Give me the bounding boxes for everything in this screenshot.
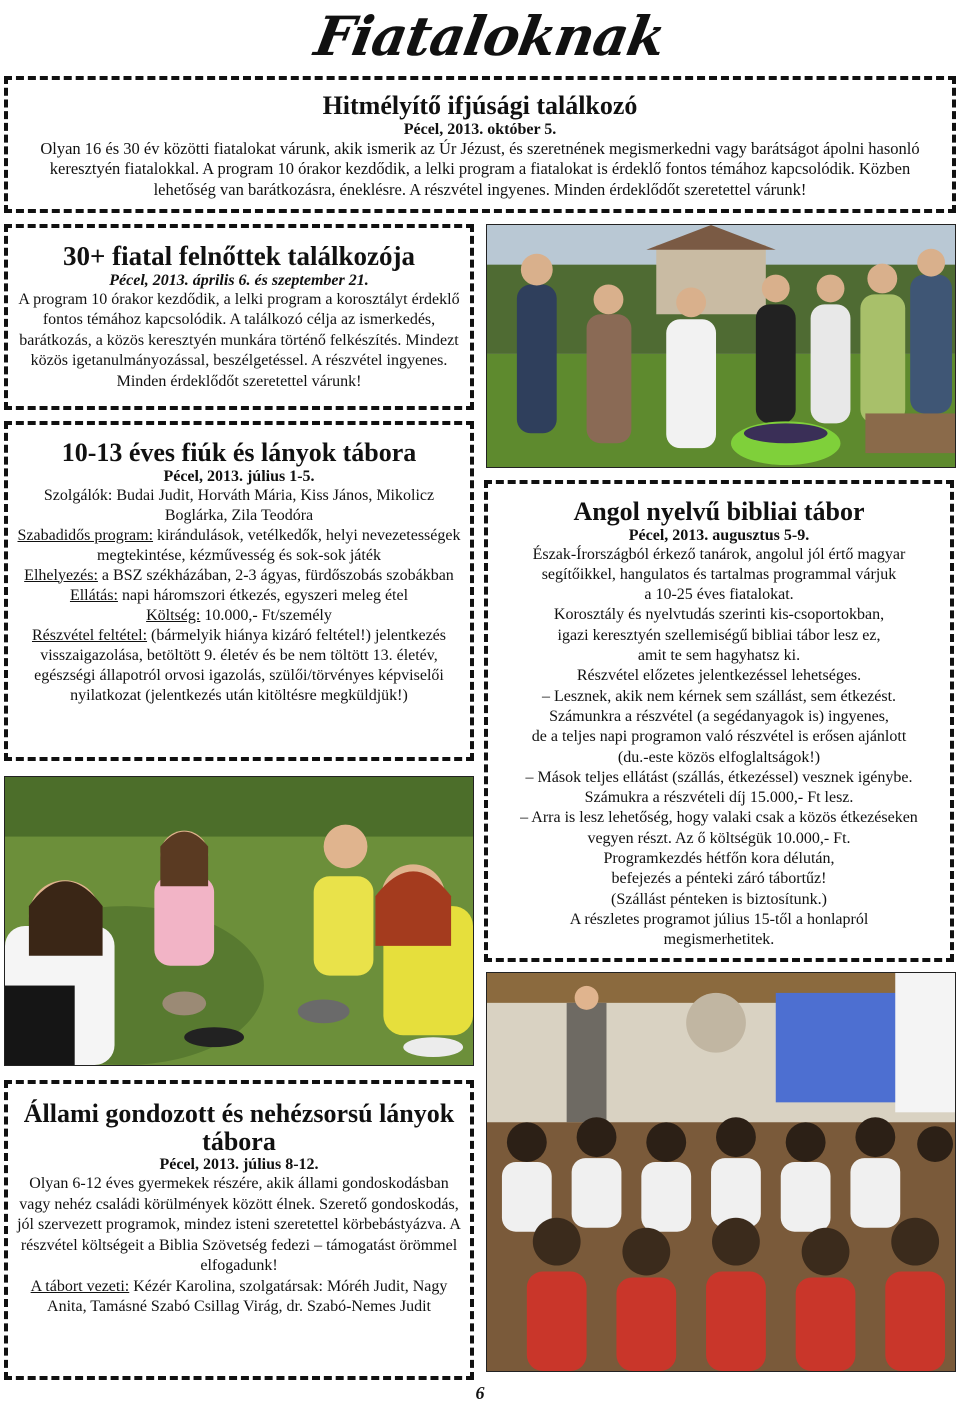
angol-line: segítőikkel, hangulatos és tartalmas programmal várjuk: [541, 565, 897, 583]
classroom-image: [487, 973, 955, 1371]
section-allami: [4, 1080, 474, 1380]
section-date: Pécel, 2013. augusztus 5-9.: [628, 526, 810, 544]
classroom-photo: [486, 972, 956, 1372]
section-felnottek: [4, 224, 474, 410]
free-program: [16, 526, 462, 566]
section-title: 10-13 éves fiúk és lányok tábora: [61, 438, 417, 467]
section-body: Olyan 6-12 éves gyermekek részére, akik állami gondoskodásban vagy nehéz családi körülmények között élnek. Szerető gondoskodás, jól szervezett programok, mindez isteni szeretettel körbebástyázva. A részvétel költségeit a Biblia Szövetség fedezi – támogatást örömmel elfogadunk!: [17, 1175, 461, 1274]
leader-label: A tábort vezeti:: [30, 1277, 130, 1295]
cost-label: Költség:: [146, 606, 201, 624]
angol-line: Számukra a részvételi díj 15.000,- Ft lesz.: [584, 789, 854, 807]
section-tabor-10-13: [4, 421, 474, 761]
cost-text: 10.000,- Ft/személy: [200, 606, 332, 624]
conditions-text: (bármelyik hiánya kizáró feltétel!) jelentkezés visszaigazolása, betöltött 9. életév és be nem töltött 13. életév, egészségi állapotról orvosi igazolás, szülői/törvényes képviselői nyilatkozat (jelentkezés után kitöltésre megküldjük!): [34, 626, 447, 704]
girls-on-grass-photo: [4, 776, 474, 1066]
angol-line: megismerhetitek.: [663, 931, 775, 949]
angol-line: Észak-Írországból érkező tanárok, angolul jól értő magyar: [532, 545, 906, 563]
section-angol: [484, 480, 954, 962]
section-date: Pécel, 2013. július 8-12.: [159, 1156, 319, 1173]
page-title: Fiataloknak: [310, 4, 670, 68]
angol-line: Részvétel előzetes jelentkezéssel lehetséges.: [576, 667, 862, 685]
angol-line: de a teljes napi programon való részvétel is erősen ajánlott: [531, 728, 907, 746]
food: [16, 586, 462, 606]
section-date: Pécel, 2013. április 6. és szeptember 21.: [109, 271, 369, 289]
section-title: Állami gondozott és nehézsorsú lányok tábora: [23, 1099, 455, 1156]
angol-line: – Lesznek, akik nem kérnek sem szállást, sem étkezést.: [541, 687, 897, 705]
angol-line: (du.-este közös elfoglaltságok!): [617, 748, 821, 766]
angol-line: – Mások teljes ellátást (szállás, étkezéssel) vesznek igénybe.: [525, 768, 913, 786]
section-body: A program 10 órakor kezdődik, a lelki program a korosztályt érdeklő fontos témához kapcsolódik. A találkozó célja az ismerkedés, barátkozás, a közös keresztyén munkára történő felkészítés. Mindezt közös igetanulmányozással, beszélgetéssel. A részvétel ingyenes. Minden érdeklődőt szeretettel várunk!: [18, 290, 460, 390]
free-program-label: Szabadidős program:: [17, 526, 154, 544]
section-title: Angol nyelvű bibliai tábor: [573, 497, 865, 526]
free-program-text: kirándulások, vetélkedők, helyi nevezetességek megtekintése, kézművesség és sok-sok játék: [97, 526, 461, 564]
section-date: Pécel, 2013. július 1-5.: [163, 467, 315, 485]
leader-text: Kézér Karolina, szolgatársak: Móréh Judit, Nagy Anita, Tamásné Szabó Csillag Virág, dr. Szabó-Nemes Judit: [47, 1277, 448, 1315]
leader: [16, 1277, 462, 1318]
servants-text: Szolgálók: Budai Judit, Horváth Mária, Kiss János, Mikolicz Boglárka, Zila Teodóra: [43, 486, 435, 524]
conditions: [16, 626, 462, 706]
lodging-text: a BSZ székházában, 2-3 ágyas, fürdőszobás szobákban: [97, 566, 454, 584]
section-hitmelyito: [4, 76, 956, 213]
page-number: 6: [475, 1383, 485, 1403]
section-title: 30+ fiatal felnőttek találkozója: [62, 241, 416, 271]
angol-line: Korosztály és nyelvtudás szerinti kis-csoportokban,: [553, 606, 885, 624]
angol-line: A részletes programot július 15-től a honlapról: [569, 910, 869, 928]
angol-line: befejezés a pénteki záró tábortűz!: [611, 870, 827, 888]
angol-line: (Szállást pénteken is biztosítunk.): [611, 890, 827, 908]
angol-line: vegyen részt. Az ő költségük 10.000,- Ft.: [587, 829, 851, 847]
girls-on-grass-image: [5, 777, 473, 1065]
food-label: Ellátás:: [69, 586, 118, 604]
section-body: Olyan 16 és 30 év közötti fiatalokat várunk, akik ismerik az Úr Jézust, és szeretnének megismerkedni vagy barátságot ápolni hasonló keresztyén fiatalokkal. A program 10 órakor kezdődik, a lelki program a fiatalokat is érdeklő fontos témához kapcsolódik. Közben lehetőség van barátkozásra, éneklésre. A részvétel ingyenes. Minden érdeklődőt szeretettel várunk!: [40, 138, 920, 199]
angol-line: amit te sem hagyhatsz ki.: [637, 647, 801, 665]
group-outdoor-photo: [486, 224, 956, 468]
angol-line: – Arra is lesz lehetőség, hogy valaki csak a közös étkezéseken: [520, 809, 918, 827]
cost: [16, 606, 462, 626]
lodging-label: Elhelyezés:: [24, 566, 98, 584]
angol-line: a 10-25 éves fiatalokat.: [644, 586, 794, 604]
food-text: napi háromszori étkezés, egyszeri meleg étel: [117, 586, 409, 604]
section-date: Pécel, 2013. október 5.: [403, 120, 557, 138]
angol-line: Számunkra a részvétel (a segédanyagok is) ingyenes,: [549, 707, 889, 725]
group-outdoor-image: [487, 225, 955, 467]
angol-line: igazi keresztyén szellemiségű bibliai tábor lesz ez,: [557, 626, 881, 644]
angol-line: Programkezdés hétfőn kora délután,: [603, 850, 835, 868]
lodging: [16, 566, 462, 586]
conditions-label: Részvétel feltétel:: [31, 626, 148, 644]
section-title: Hitmélyítő ifjúsági találkozó: [322, 91, 638, 120]
